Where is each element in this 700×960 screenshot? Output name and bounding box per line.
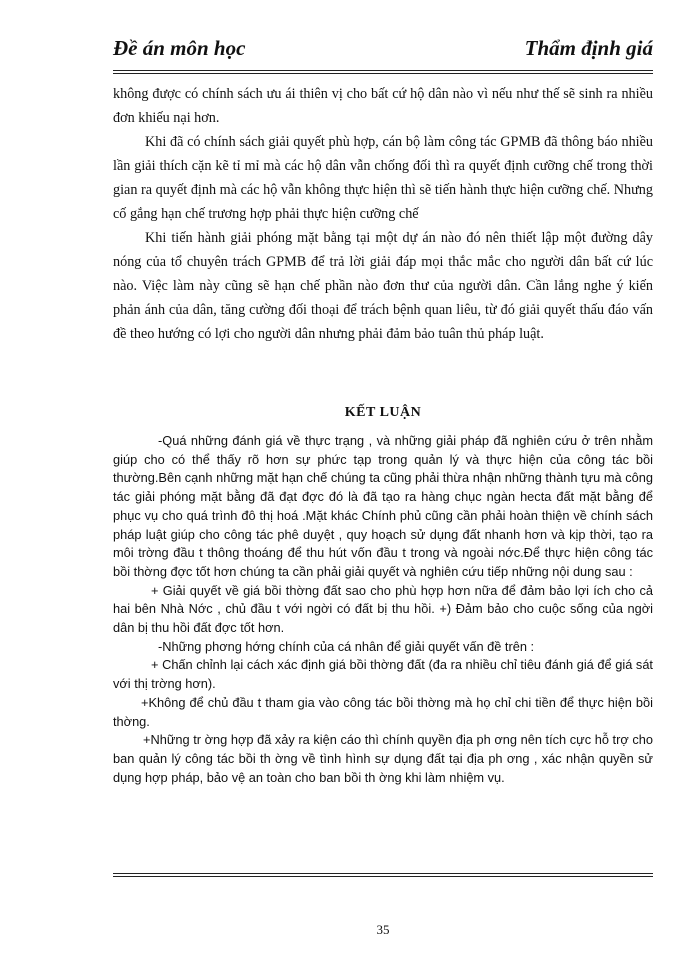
body-paragraph: không được có chính sách ưu ái thiên vị cho bất cứ hộ dân nào vì nếu như thế sẽ sinh ra nhiều đơn khiếu nại hơn. <box>113 86 653 126</box>
conclusion-paragraph: + Chấn chỉnh lại cách xác định giá bồi thờng đất (đa ra nhiều chỉ tiêu đánh giá để giá sát với thị trờng hơn). <box>113 657 653 692</box>
header-topic-title: Thẩm định giá <box>524 36 653 60</box>
footer-rule-bottom <box>113 876 653 877</box>
header-rule-bottom <box>113 73 653 74</box>
conclusion-body <box>113 432 653 787</box>
page-number: 35 <box>376 922 390 937</box>
page-header <box>113 36 653 68</box>
footer-rule-top <box>113 873 653 874</box>
body-paragraph: Khi tiến hành giải phóng mặt bằng tại một dự án nào đó nên thiết lập một đường dây nóng của tổ chuyên trách GPMB để trả lời giải đáp mọi thắc mắc cho người dân bất cứ lúc nào. Việc làm này cũng sẽ hạn chế phần nào đơn thư của người dân. Cần lắng nghe ý kiến phản ánh của dân, tăng cường đối thoại để trách bệnh quan liêu, từ đó giải quyết thấu đáo vấn đề theo hướng có lợi cho người dân nhưng phải đảm bảo tuân thủ pháp luật. <box>113 230 653 342</box>
conclusion-paragraph: -Quá những đánh giá về thực trạng , và những giải pháp đã nghiên cứu ở trên nhằm giúp cho có thể thấy rõ hơn sự phức tạp trong quản lý và thực hiện của công tác bồi thường.Bên cạnh những mặt hạn chế chúng ta cũng phải thừa nhận những thành tựu mà công tác giải phóng mặt bằng đã đạt đợc đó là đã tạo ra hàng chục ngàn hecta đất mặt bằng để phục vụ cho quá trình đô thị hoá .Mặt khác Chính phủ cũng cần phải hoàn thiện về chính sách pháp luật giúp cho công tác phê duyệt , quy hoạch sử dụng đất nhanh hơn và kịp thời, tạo ra môi trờng đầu t thông thoáng để thu hút vốn đầu t trong và ngoài nớc.Để thực hiện công tác bồi thờng đợc tốt hơn chúng ta cần phải giải quyết và nghiên cứu tiếp những nội dung sau : <box>113 433 653 579</box>
conclusion-paragraph: + Giải quyết về giá bồi thờng đất sao cho phù hợp hơn nữa để đảm bảo lợi ích cho cả hai bên Nhà Nớc , chủ đầu t với ngời có đất bị thu hồi. +) Đảm bảo cho cuộc sống của ngời dân bị thu hồi đất đợc tốt hơn. <box>113 582 653 636</box>
conclusion-paragraph: +Không để chủ đầu t tham gia vào công tác bồi thờng mà họ chỉ chi tiền để thực hiện bồi thờng. <box>113 694 653 729</box>
header-course-title: Đề án môn học <box>113 36 246 60</box>
header-rule-top <box>113 70 653 71</box>
conclusion-paragraph: +Những tr ờng hợp đã xảy ra kiện cáo thì chính quyền địa ph ơng nên tích cực hỗ trợ cho ban quản lý công tác bồi th ờng về tình hình sự dụng đất tại địa ph ơng , xác nhận quyền sử dụng hợp pháp, bảo vệ an toàn cho ban bồi th ờng khi làm nhiệm vụ. <box>113 732 653 785</box>
conclusion-title: KẾT LUẬN <box>344 405 422 420</box>
body-paragraph: Khi đã có chính sách giải quyết phù hợp, cán bộ làm công tác GPMB đã thông báo nhiều lần giải thích cặn kẽ tỉ mỉ mà các hộ dân vẫn chống đối thì ra quyết định cưỡng chế trong thời gian ra quyết định mà các hộ vẫn không thực hiện thì sẽ tiến hành thực hiện cưỡng chế. Nhưng cố gắng hạn chế trương hợp phải thực hiện cưỡng chế <box>113 134 653 222</box>
body-text <box>113 82 653 346</box>
conclusion-paragraph: -Những phơng hớng chính của cá nhân để giải quyết vấn đề trên : <box>158 638 535 654</box>
